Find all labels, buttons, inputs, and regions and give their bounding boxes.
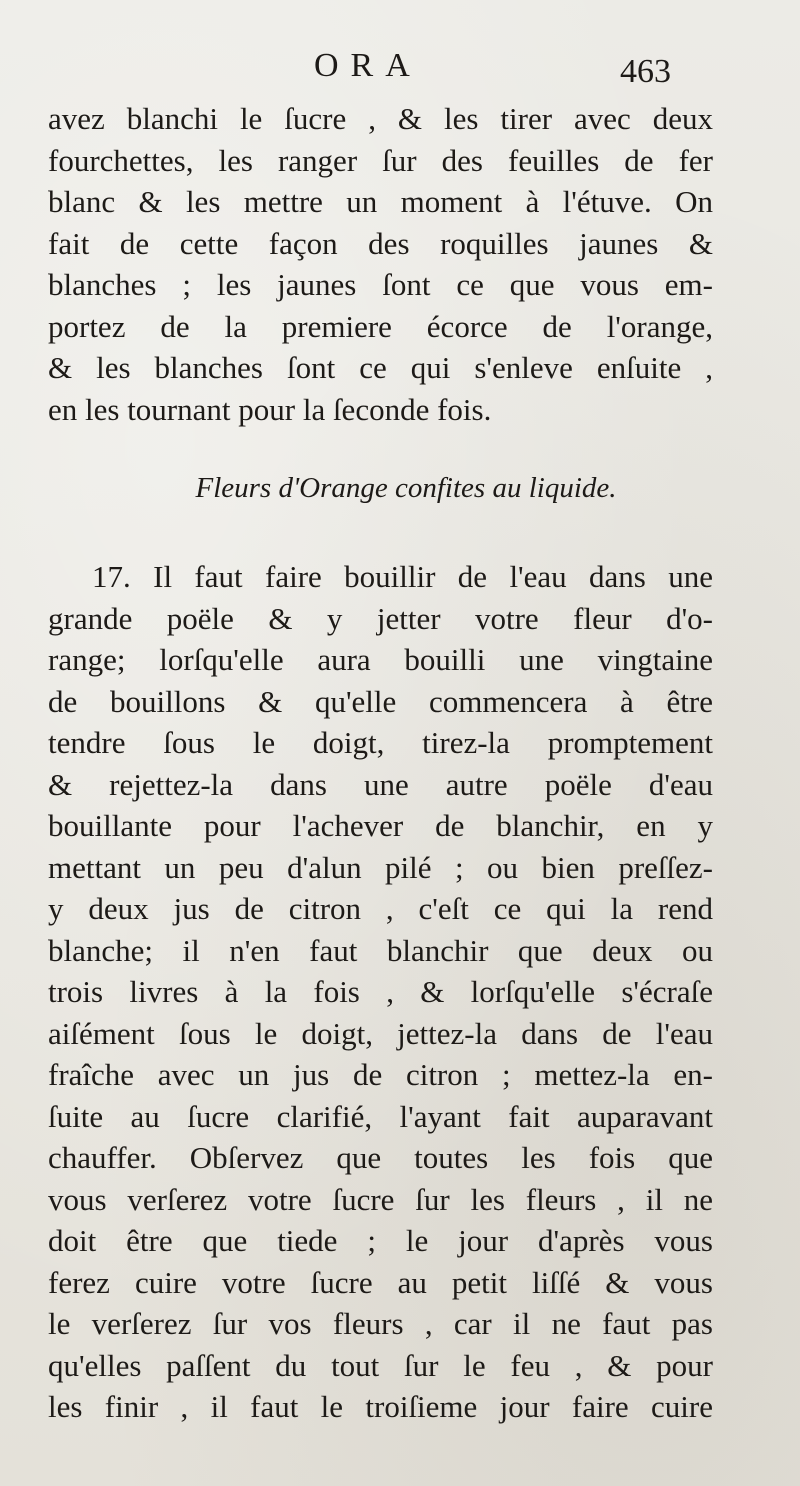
text-line: & les blanches ſont ce qui s'enleve enſuite , (48, 350, 713, 385)
text-line: qu'elles paſſent du tout ſur le feu , & pour (48, 1347, 713, 1383)
page-header (0, 46, 800, 102)
running-head: ORA (314, 47, 422, 84)
text-line: le verſerez ſur vos fleurs , car il ne faut pas (48, 1306, 713, 1341)
section-heading: Fleurs d'Orange confites au liquide. (195, 472, 617, 504)
text-line: en les tournant pour la ſeconde fois. (48, 391, 492, 427)
page-number: 463 (620, 53, 671, 90)
paragraph-17 (48, 556, 713, 1428)
text-line: de bouillons & qu'elle commencera à être (48, 683, 713, 719)
text-line: fait de cette façon des roquilles jaunes & (48, 225, 713, 261)
text-line: mettant un peu d'alun pilé ; ou bien preſſez- (48, 849, 713, 885)
text-line: blanches ; les jaunes ſont ce que vous em- (48, 267, 713, 302)
text-line: range; lorſqu'elle aura bouilli une vingtaine (48, 642, 713, 677)
text-line: chauffer. Obſervez que toutes les fois que (48, 1140, 713, 1175)
text-line: fourchettes, les ranger ſur des feuilles de fer (48, 142, 713, 178)
text-line: & rejettez-la dans une autre poële d'eau (48, 766, 713, 802)
text-line: grande poële & y jetter votre fleur d'o- (48, 600, 713, 636)
text-line: trois livres à la fois , & lorſqu'elle s'écraſe (48, 974, 713, 1009)
text-line: bouillante pour l'achever de blanchir, en y (48, 808, 713, 843)
text-line: vous verſerez votre ſucre ſur les fleurs , il ne (48, 1181, 713, 1217)
text-line: aiſément ſous le doigt, jettez-la dans de l'eau (48, 1015, 713, 1051)
text-line: 17. Il faut faire bouillir de l'eau dans une (92, 559, 713, 594)
text-line: tendre ſous le doigt, tirez-la promptement (48, 725, 713, 760)
text-line: doit être que tiede ; le jour d'après vous (48, 1223, 713, 1258)
text-line: ferez cuire votre ſucre au petit liſſé & vous (48, 1264, 713, 1300)
text-line: avez blanchi le ſucre , & les tirer avec deux (48, 101, 713, 136)
text-line: portez de la premiere écorce de l'orange, (48, 308, 713, 344)
paragraph-continued (48, 98, 713, 430)
text-line: fraîche avec un jus de citron ; mettez-la en- (48, 1057, 713, 1092)
text-line: blanc & les mettre un moment à l'étuve. On (48, 184, 713, 219)
text-line: blanche; il n'en faut blanchir que deux ou (48, 932, 713, 968)
text-line: les finir , il faut le troiſieme jour faire cuire (48, 1389, 713, 1424)
text-line: ſuite au ſucre clarifié, l'ayant fait auparavant (48, 1098, 713, 1134)
text-line: y deux jus de citron , c'eſt ce qui la rend (48, 891, 713, 926)
